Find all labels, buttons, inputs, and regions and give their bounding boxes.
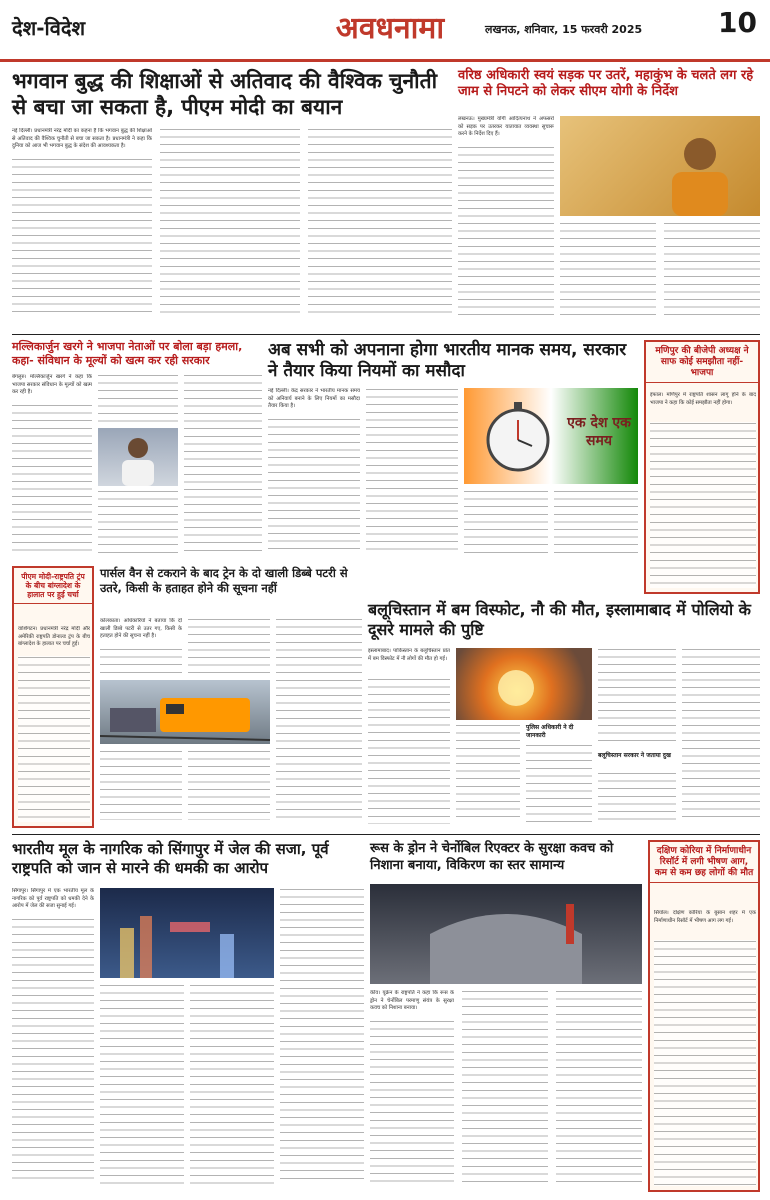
skyline-icon xyxy=(100,888,274,978)
photo-yogi xyxy=(560,116,760,216)
article-text-lines xyxy=(560,222,656,318)
article-text-lines xyxy=(100,648,182,676)
article-text-lines xyxy=(188,750,270,820)
article-text-lines xyxy=(160,128,300,318)
article-text-lines xyxy=(18,656,90,822)
article-balochistan xyxy=(368,600,760,828)
graphic-caption: एक देश एक समय xyxy=(567,415,631,449)
article-text-lines xyxy=(280,888,364,1184)
article-text-lines xyxy=(12,158,152,318)
article-lead: इस्लामाबाद। पाकिस्तान के बलूचिस्तान प्रांत में बम विस्फोट में नौ लोगों की मौत हो गई। xyxy=(368,648,450,662)
article-lead: कोलकाता। अधिकारियों ने बताया कि दो खाली डिब्बे पटरी से उतर गए, किसी के हताहत होने की सूचना नहीं है। xyxy=(100,618,182,640)
article-buddha xyxy=(12,68,452,328)
article-text-lines xyxy=(464,490,548,554)
article-singapore xyxy=(12,840,364,1192)
person-icon xyxy=(560,116,760,216)
article-text-lines xyxy=(184,374,262,554)
article-lead: बेंगलुरु। मल्लिकार्जुन खरगे ने कहा कि भाजपा सरकार संविधान के मूल्यों को खत्म कर रही है। xyxy=(12,374,92,396)
article-text-lines xyxy=(462,990,548,1184)
person-icon xyxy=(98,428,178,486)
photo-explosion xyxy=(456,648,592,720)
article-text-lines xyxy=(456,724,520,824)
article-text-lines xyxy=(98,490,178,554)
photo-kharge xyxy=(98,428,178,486)
article-text-lines xyxy=(276,618,362,820)
article-text-lines xyxy=(100,750,182,820)
article-text-lines xyxy=(98,374,178,424)
explosion-icon xyxy=(456,648,592,720)
sidebox-title: पीएम मोदी-राष्ट्रपति ट्रंप के बीच बांग्लादेश के हालात पर हुई चर्चा xyxy=(14,568,92,604)
newspaper-logo: अवधनामा xyxy=(335,11,445,46)
article-text-lines xyxy=(526,744,592,824)
article-text-lines xyxy=(100,984,184,1184)
page-number: 10 xyxy=(718,6,757,39)
headline: भगवान बुद्ध की शिक्षाओं से अतिवाद की वैश्विक चुनौती से बचा जा सकता है, पीएम मोदी का बयान xyxy=(12,69,438,119)
article-lead: नई दिल्ली। प्रधानमंत्री नरेंद्र मोदी का कहना है कि भगवान बुद्ध की शिक्षाओं से अतिवाद की वैश्विक चुनौती से बचा जा सकता है। प्रधानमंत्री ने कहा कि दुनिया को आज भी भगवान बुद्ध के संदेश की आवश्यकता है। xyxy=(12,128,152,150)
article-chernobyl xyxy=(370,840,642,1192)
article-text-lines xyxy=(308,128,452,318)
article-lead: सिंगापुर। सिंगापुर में एक भारतीय मूल के नागरिक को पूर्व राष्ट्रपति को धमकी देने के आरोप में जेल की सजा सुनाई गई। xyxy=(12,888,94,910)
headline: पार्सल वैन से टकराने के बाद ट्रेन के दो खाली डिब्बे पटरी से उतरे, किसी के हताहत होने की सूचना नहीं xyxy=(100,566,348,595)
article-train xyxy=(100,566,362,828)
headline: मल्लिकार्जुन खरगे ने भाजपा नेताओं पर बोला बड़ा हमला, कहा- संविधान के मूल्यों को खत्म कर रही सरकार xyxy=(12,340,243,367)
article-text-lines xyxy=(554,490,638,554)
article-text-lines xyxy=(598,772,676,824)
headline: भारतीय मूल के नागरिक को सिंगापुर में जेल की सजा, पूर्व राष्ट्रपति को जान से मारने की धमकी का आरोप xyxy=(12,840,329,877)
article-text-lines xyxy=(12,404,92,554)
article-text-lines xyxy=(682,648,760,824)
article-yogi xyxy=(458,68,760,328)
subhead: पुलिस अधिकारी ने दी जानकारी xyxy=(526,724,574,739)
reactor-icon xyxy=(370,884,642,984)
sidebox-korea xyxy=(648,840,760,1192)
article-lead: इंफाल। मणिपुर में राष्ट्रपति शासन लागू होने के बाद भाजपा ने कहा कि कोई समझौता नहीं होगा। xyxy=(650,392,756,406)
article-text-lines xyxy=(654,940,756,1186)
article-text-lines xyxy=(188,618,270,676)
article-text-lines xyxy=(556,990,642,1184)
headline: रूस के ड्रोन ने चेर्नोबिल रिएक्टर के सुरक्षा कवच को निशाना बनाया, विकिरण का स्तर सामान्य xyxy=(370,841,614,873)
photo-train xyxy=(100,680,270,744)
photo-chernobyl xyxy=(370,884,642,984)
subhead: बलूचिस्तान सरकार ने जताया दुख xyxy=(598,752,671,759)
article-kharge xyxy=(12,340,262,560)
sidebox-title: दक्षिण कोरिया में निर्माणाधीन रिसॉर्ट में लगी भीषण आग, कम से कम छह लोगों की मौत xyxy=(650,842,758,883)
photo-singapore xyxy=(100,888,274,978)
headline: वरिष्ठ अधिकारी स्वयं सड़क पर उतरें, महाकुंभ के चलते लग रहे जाम से निपटने को लेकर सीएम योगी के निर्देश xyxy=(458,68,754,99)
article-lead: सियोल। दक्षिण कोरिया के बुसान शहर में एक निर्माणाधीन रिसॉर्ट में भीषण आग लग गई। xyxy=(654,910,756,924)
section-label: देश-विदेश xyxy=(12,16,86,40)
article-text-lines xyxy=(190,984,274,1184)
article-text-lines xyxy=(12,918,94,1184)
dateline: लखनऊ, शनिवार, 15 फरवरी 2025 xyxy=(485,23,643,36)
sidebox-bangladesh xyxy=(12,566,94,828)
article-text-lines xyxy=(458,146,554,318)
headline: अब सभी को अपनाना होगा भारतीय मानक समय, सरकार ने तैयार किया नियमों का मसौदा xyxy=(268,340,627,381)
article-text-lines xyxy=(366,388,458,554)
article-text-lines xyxy=(368,678,450,824)
sidebox-title: मणिपुर की बीजेपी अध्यक्ष ने साफ कोई समझौता नहीं- भाजपा xyxy=(646,342,758,383)
article-standard-time xyxy=(268,340,638,560)
article-lead: वाशिंगटन। प्रधानमंत्री नरेंद्र मोदी और अमेरिकी राष्ट्रपति डोनाल्ड ट्रंप के बीच बांग्लादेश के हालात पर चर्चा हुई। xyxy=(18,626,90,648)
article-text-lines xyxy=(370,1020,454,1184)
article-text-lines xyxy=(598,648,676,748)
article-lead: कीव। यूक्रेन के राष्ट्रपति ने कहा कि रूस के ड्रोन ने चेर्नोबिल परमाणु संयंत्र के सुरक्षा कवच को निशाना बनाया। xyxy=(370,990,454,1012)
sidebox-manipur xyxy=(644,340,760,594)
article-text-lines xyxy=(664,222,760,318)
article-text-lines xyxy=(650,422,756,588)
article-lead: लखनऊ। मुख्यमंत्री योगी आदित्यनाथ ने अफसरों को सड़क पर उतरकर यातायात व्यवस्था सुचारू करने के निर्देश दिए हैं। xyxy=(458,116,554,138)
article-lead: नई दिल्ली। केंद्र सरकार ने भारतीय मानक समय को अनिवार्य बनाने के लिए नियमों का मसौदा तैयार किया है। xyxy=(268,388,360,410)
graphic-one-nation-one-time xyxy=(464,388,638,484)
divider xyxy=(12,334,760,335)
masthead xyxy=(0,0,770,62)
divider xyxy=(12,834,760,835)
train-icon xyxy=(100,680,270,744)
headline: बलूचिस्तान में बम विस्फोट, नौ की मौत, इस्लामाबाद में पोलियो के दूसरे मामले की पुष्टि xyxy=(368,600,751,639)
article-text-lines xyxy=(268,418,360,554)
